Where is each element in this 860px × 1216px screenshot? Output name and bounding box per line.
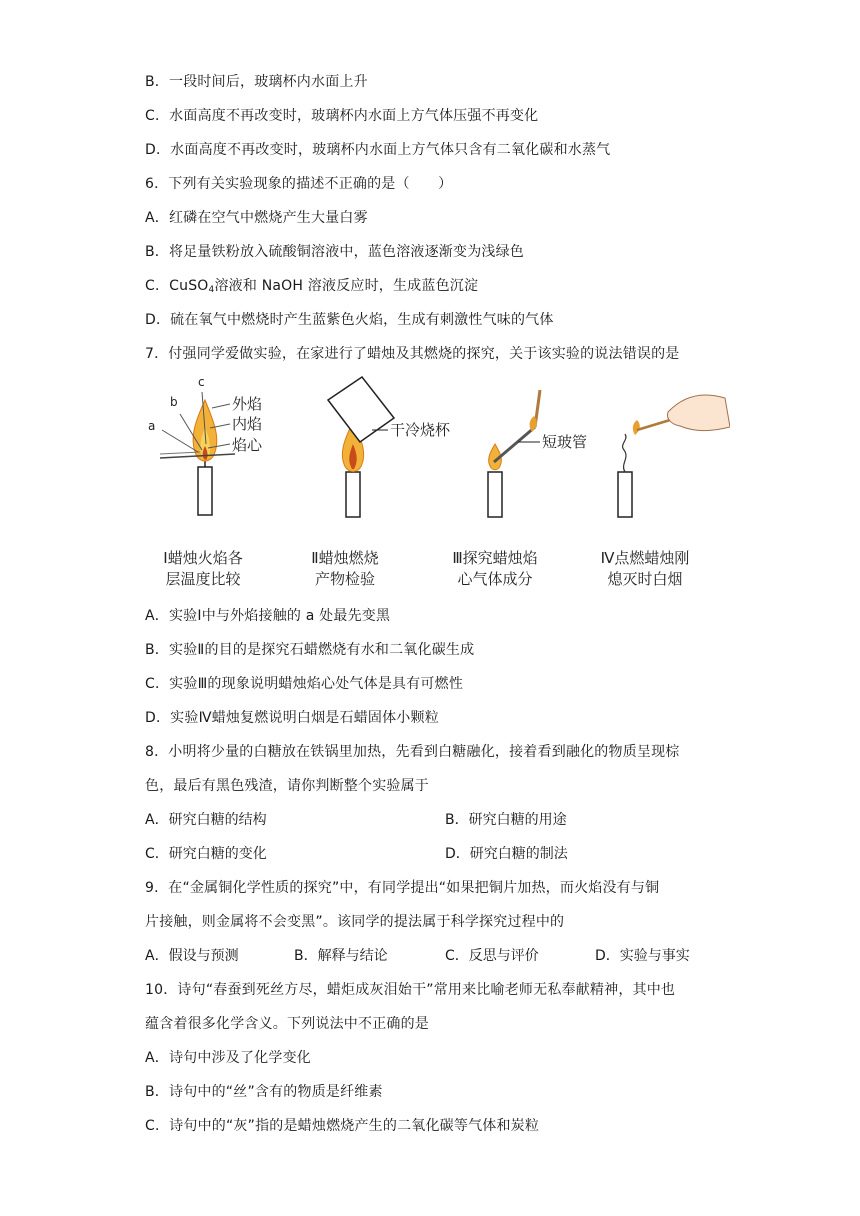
experiment-1-illustration (148, 375, 263, 515)
option-5b: B．一段时间后，玻璃杯内水面上升 (145, 74, 368, 90)
question-7: 7．付强同学爱做实验，在家进行了蜡烛及其燃烧的探究，关于该实验的说法错误的是 (145, 346, 680, 362)
caption-2-line-2: 产物检验 (314, 570, 375, 588)
option-10b: B．诗句中的“丝”含有的物质是纤维素 (145, 1084, 383, 1100)
option-6a: A．红磷在空气中燃烧产生大量白雾 (145, 210, 368, 226)
label-short-glass-tube: 短玻管 (542, 433, 588, 451)
option-8b: B．研究白糖的用途 (445, 812, 567, 828)
option-8c: C．研究白糖的变化 (145, 846, 267, 862)
option-9b: B．解释与结论 (294, 948, 388, 964)
question-10-line-2: 蕴含着很多化学含义。下列说法中不正确的是 (145, 1016, 429, 1032)
question-9-line-1: 9．在“金属铜化学性质的探究”中，有同学提出“如果把铜片加热，而火焰没有与铜 (145, 880, 660, 896)
question-6: 6．下列有关实验现象的描述不正确的是（ ） (145, 176, 453, 192)
label-flame-core: 焰心 (232, 436, 263, 454)
option-7a: A．实验Ⅰ中与外焰接触的 a 处最先变黑 (145, 608, 391, 624)
caption-2-line-1: Ⅱ蜡烛燃烧 (311, 549, 379, 567)
option-6c (145, 276, 478, 300)
option-6d: D．硫在氧气中燃烧时产生蓝紫色火焰，生成有刺激性气味的气体 (145, 312, 554, 328)
experiment-2-illustration (328, 377, 451, 517)
caption-experiment-3 (430, 548, 560, 590)
label-a: a (148, 419, 156, 433)
option-6b: B．将足量铁粉放入硫酸铜溶液中，蓝色溶液逐渐变为浅绿色 (145, 244, 525, 260)
question-8-line-1: 8．小明将少量的白糖放在铁锅里加热，先看到白糖融化，接着看到融化的物质呈现棕 (145, 744, 680, 760)
option-9c: C．反思与评价 (445, 948, 539, 964)
option-8a: A．研究白糖的结构 (145, 812, 267, 828)
candle-experiments-svg (140, 372, 730, 547)
option-9d: D．实验与事实 (595, 948, 690, 964)
option-5d: D．水面高度不再改变时，玻璃杯内水面上方气体只含有二氧化碳和水蒸气 (145, 142, 611, 158)
option-10c: C．诗句中的“灰”指的是蜡烛燃烧产生的二氧化碳等气体和炭粒 (145, 1118, 540, 1134)
label-outer-flame: 外焰 (232, 395, 263, 413)
option-7c: C．实验Ⅲ的现象说明蜡烛焰心处气体是具有可燃性 (145, 676, 464, 692)
experiment-4-illustration (618, 395, 730, 517)
option-5c: C．水面高度不再改变时，玻璃杯内水面上方气体压强不再变化 (145, 108, 539, 124)
question-8-line-2: 色，最后有黑色残渣，请你判断整个实验属于 (145, 778, 429, 794)
option-7d: D．实验Ⅳ蜡烛复燃说明白烟是石蜡固体小颗粒 (145, 710, 439, 726)
experiment-3-illustration (488, 390, 587, 517)
option-6c-post: 溶液和 NaOH 溶液反应时，生成蓝色沉淀 (214, 278, 479, 294)
caption-4-line-2: 熄灭时白烟 (607, 570, 683, 588)
label-c: c (198, 375, 205, 389)
option-6c-subscript: 4 (208, 285, 215, 295)
label-b: b (170, 395, 178, 409)
candle-experiment-figure (140, 372, 730, 597)
caption-3-line-2: 心气体成分 (457, 570, 533, 588)
caption-1-line-2: 层温度比较 (165, 570, 241, 588)
caption-3-line-1: Ⅲ探究蜡烛焰 (452, 549, 538, 567)
question-9-line-2: 片接触，则金属将不会变黑”。该同学的提法属于科学探究过程中的 (145, 914, 565, 930)
question-10-line-1: 10．诗句“春蚕到死丝方尽，蜡炬成灰泪始干”常用来比喻老师无私奉献精神，其中也 (145, 982, 676, 998)
label-inner-flame: 内焰 (232, 415, 263, 433)
caption-experiment-2 (280, 548, 410, 590)
caption-experiment-1 (138, 548, 268, 590)
option-9a: A．假设与预测 (145, 948, 239, 964)
caption-4-line-1: Ⅳ点燃蜡烛刚 (600, 549, 690, 567)
option-7b: B．实验Ⅱ的目的是探究石蜡燃烧有水和二氧化碳生成 (145, 642, 475, 658)
option-10a: A．诗句中涉及了化学变化 (145, 1050, 311, 1066)
option-8d: D．研究白糖的制法 (445, 846, 568, 862)
caption-1-line-1: Ⅰ蜡烛火焰各 (163, 549, 243, 567)
option-6c-pre: C．CuSO (145, 278, 209, 294)
caption-experiment-4 (580, 548, 710, 590)
label-dry-cold-beaker: 干冷烧杯 (390, 421, 451, 439)
